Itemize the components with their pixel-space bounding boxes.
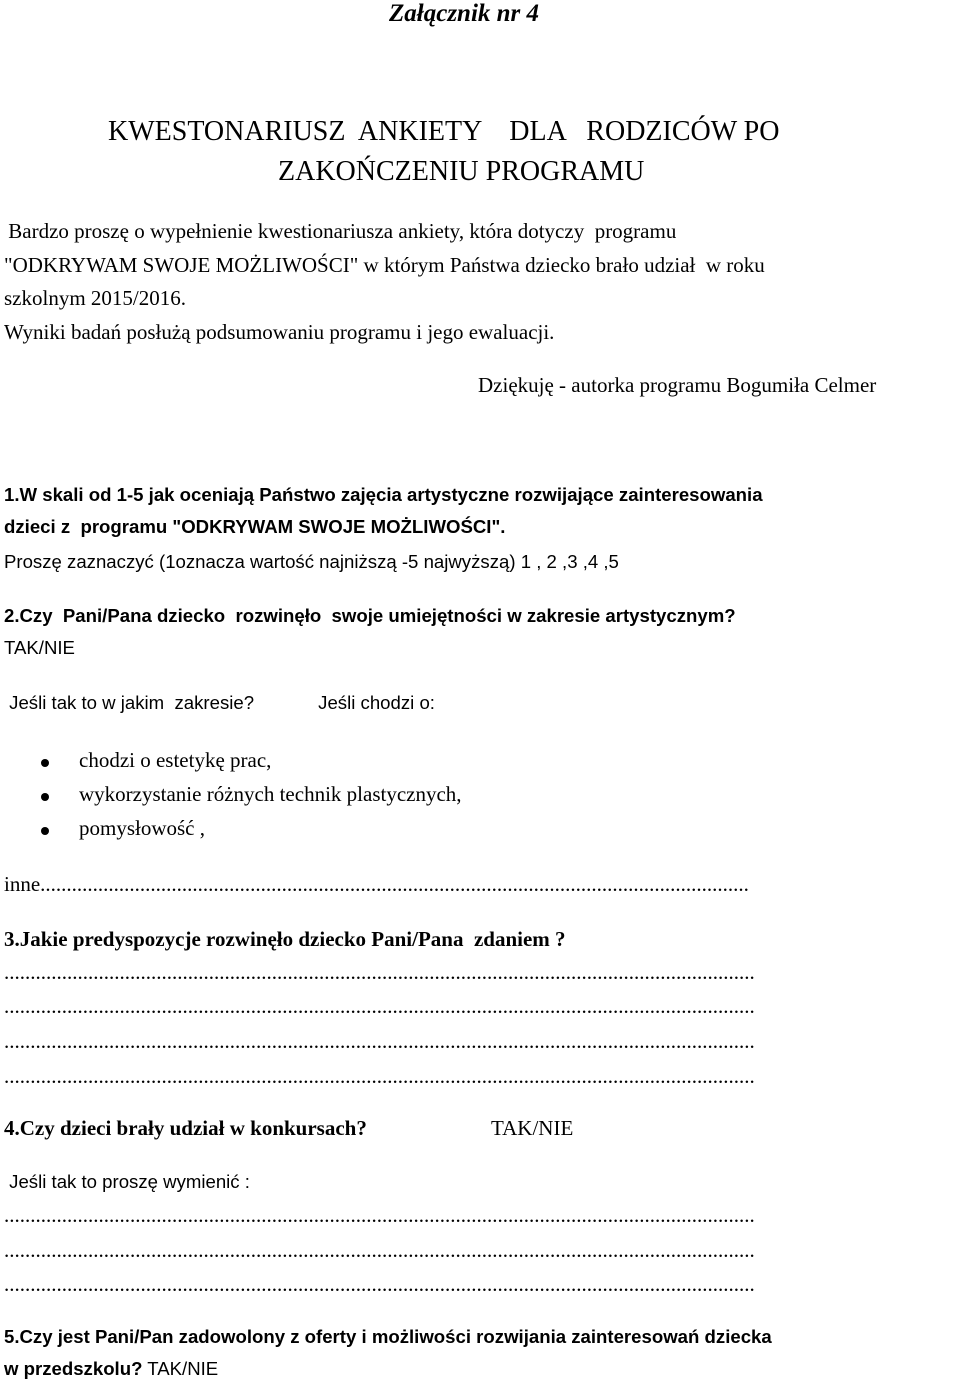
annex-label: Załącznik nr 4 bbox=[389, 0, 540, 27]
answer-line: ............................................................................................................................................... bbox=[4, 1272, 755, 1296]
answer-line: ............................................................................................................................................... bbox=[4, 994, 755, 1018]
answer-line: ............................................................................................................................................... bbox=[4, 1029, 755, 1053]
bullet-icon bbox=[41, 827, 49, 835]
q5-line2 bbox=[4, 1358, 218, 1381]
q1-line2: dzieci z programu "ODKRYWAM SWOJE MOŻLIWOŚCI". bbox=[4, 516, 506, 537]
list-item-label: chodzi o estetykę prac, bbox=[79, 748, 272, 772]
q5-line1: 5.Czy jest Pani/Pan zadowolony z oferty i możliwości rozwijania zainteresowań dziecka bbox=[4, 1326, 772, 1347]
q4-answer: TAK/NIE bbox=[491, 1116, 574, 1140]
list-item-label: pomysłowość , bbox=[79, 816, 205, 840]
list-item-label: wykorzystanie różnych technik plastycznych, bbox=[79, 782, 462, 806]
q4-question: 4.Czy dzieci brały udział w konkursach? bbox=[4, 1116, 367, 1140]
q1-line1: 1.W skali od 1-5 jak oceniają Państwo zajęcia artystyczne rozwijające zainteresowania bbox=[4, 484, 763, 505]
q2-question: 2.Czy Pani/Pana dziecko rozwinęło swoje umiejętności w zakresie artystycznym? bbox=[4, 605, 736, 626]
intro-line2: "ODKRYWAM SWOJE MOŻLIWOŚCI" w którym Państwa dziecko brało udział w roku bbox=[4, 253, 765, 277]
q3-question: 3.Jakie predyspozycje rozwinęło dziecko Pani/Pana zdaniem ? bbox=[4, 927, 566, 951]
intro-line4: Wyniki badań posłużą podsumowaniu programu i jego ewaluacji. bbox=[4, 320, 555, 344]
q5-answer: TAK/NIE bbox=[142, 1358, 219, 1379]
page-title-line1: KWESTONARIUSZ ANKIETY DLA RODZICÓW PO bbox=[108, 116, 780, 147]
answer-line: ............................................................................................................................................... bbox=[4, 1203, 755, 1227]
bullet-icon bbox=[41, 793, 49, 801]
answer-line: ............................................................................................................................................... bbox=[4, 1238, 755, 1262]
answer-line: ............................................................................................................................................... bbox=[4, 1064, 755, 1088]
intro-line1: Bardzo proszę o wypełnienie kwestionariusza ankiety, która dotyczy programu bbox=[3, 219, 677, 243]
q2-followup-a: Jeśli tak to w jakim zakresie? bbox=[4, 692, 255, 713]
q2-followup-b: Jeśli chodzi o: bbox=[313, 692, 435, 713]
q1-instruction: Proszę zaznaczyć (1oznacza wartość najniższą -5 najwyższą) 1 , 2 ,3 ,4 ,5 bbox=[4, 551, 619, 572]
intro-line3: szkolnym 2015/2016. bbox=[4, 286, 186, 310]
q5-question-end: w przedszkolu? bbox=[4, 1358, 143, 1379]
q2-answer: TAK/NIE bbox=[4, 637, 75, 658]
intro-thanks: Dziękuję - autorka programu Bogumiła Celmer bbox=[478, 373, 877, 397]
answer-line: ............................................................................................................................................... bbox=[4, 960, 755, 984]
q2-other: inne....................................................................................................................................... bbox=[4, 872, 749, 896]
page-title-line2: ZAKOŃCZENIU PROGRAMU bbox=[278, 156, 645, 187]
q4-followup: Jeśli tak to proszę wymienić : bbox=[4, 1171, 250, 1192]
bullet-icon bbox=[41, 759, 49, 767]
